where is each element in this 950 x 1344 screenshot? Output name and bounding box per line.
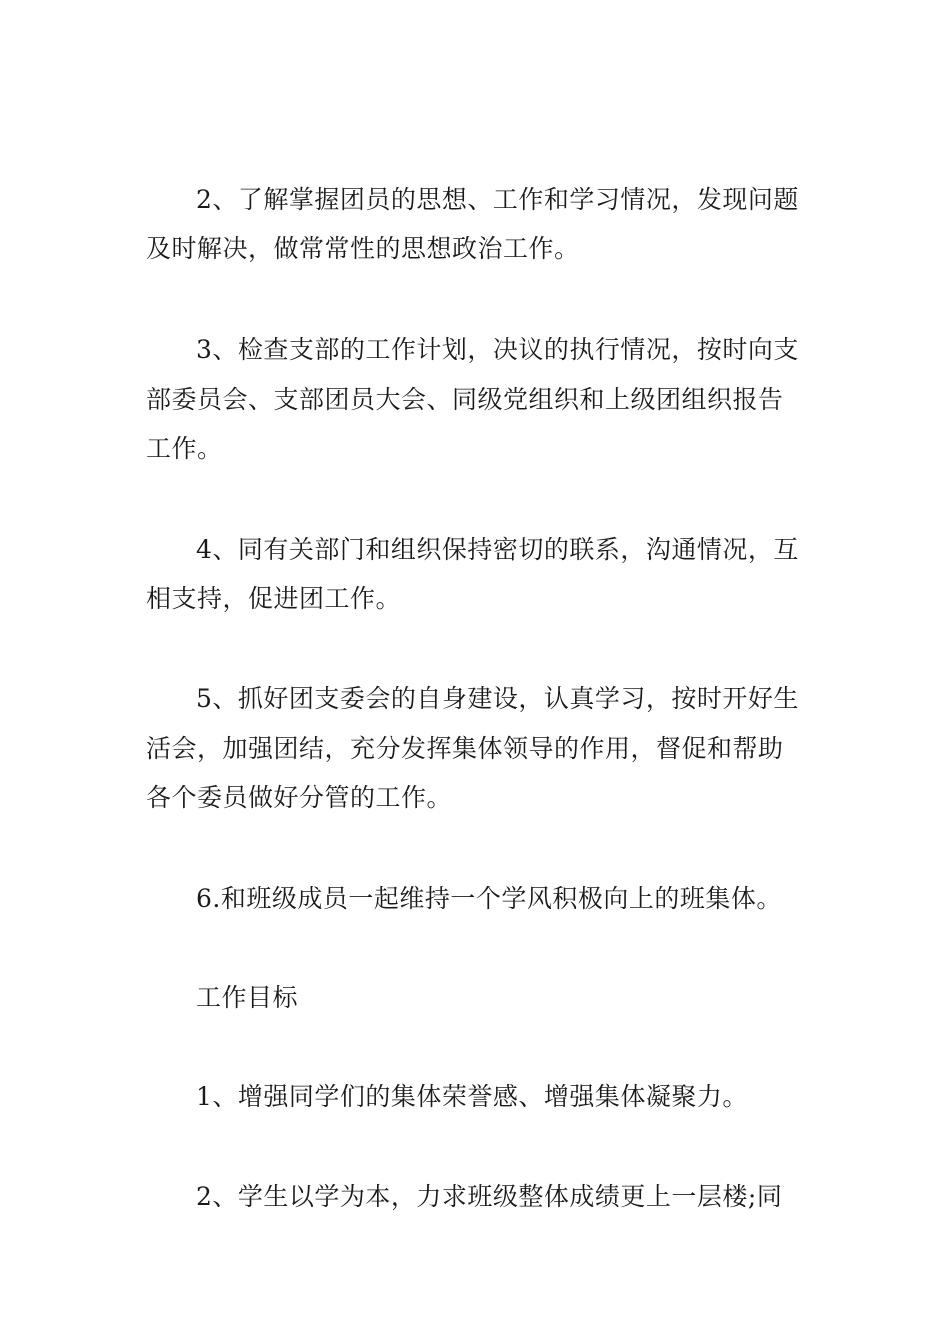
paragraph-item-4-line-1: 4、同有关部门和组织保持密切的联系，沟通情况，互 xyxy=(196,535,799,564)
paragraph-item-5-line-3: 各个委员做好分管的工作。 xyxy=(146,783,453,812)
paragraph-item-3-line-1: 3、检查支部的工作计划，决议的执行情况，按时向支 xyxy=(196,335,799,364)
paragraph-item-5-line-1: 5、抓好团支委会的自身建设，认真学习，按时开好生 xyxy=(196,684,799,713)
paragraph-item-2-line-2: 及时解决，做常常性的思想政治工作。 xyxy=(146,234,580,263)
paragraph-goal-2-line-1: 2、学生以学为本，力求班级整体成绩更上一层楼;同 xyxy=(196,1182,783,1211)
paragraph-goal-1-line-1: 1、增强同学们的集体荣誉感、增强集体凝聚力。 xyxy=(196,1082,748,1111)
paragraph-item-3-line-3: 工作。 xyxy=(146,434,223,463)
paragraph-item-3-line-2: 部委员会、支部团员大会、同级党组织和上级团组织报告 xyxy=(146,385,784,414)
paragraph-item-4-line-2: 相支持，促进团工作。 xyxy=(146,584,402,613)
section-heading-goals: 工作目标 xyxy=(196,983,299,1012)
paragraph-item-2-line-1: 2、了解掌握团员的思想、工作和学习情况，发现问题 xyxy=(196,185,799,214)
paragraph-item-5-line-2: 活会，加强团结，充分发挥集体领导的作用，督促和帮助 xyxy=(146,734,784,763)
paragraph-item-6-line-1: 6.和班级成员一起维持一个学风积极向上的班集体。 xyxy=(196,884,782,913)
